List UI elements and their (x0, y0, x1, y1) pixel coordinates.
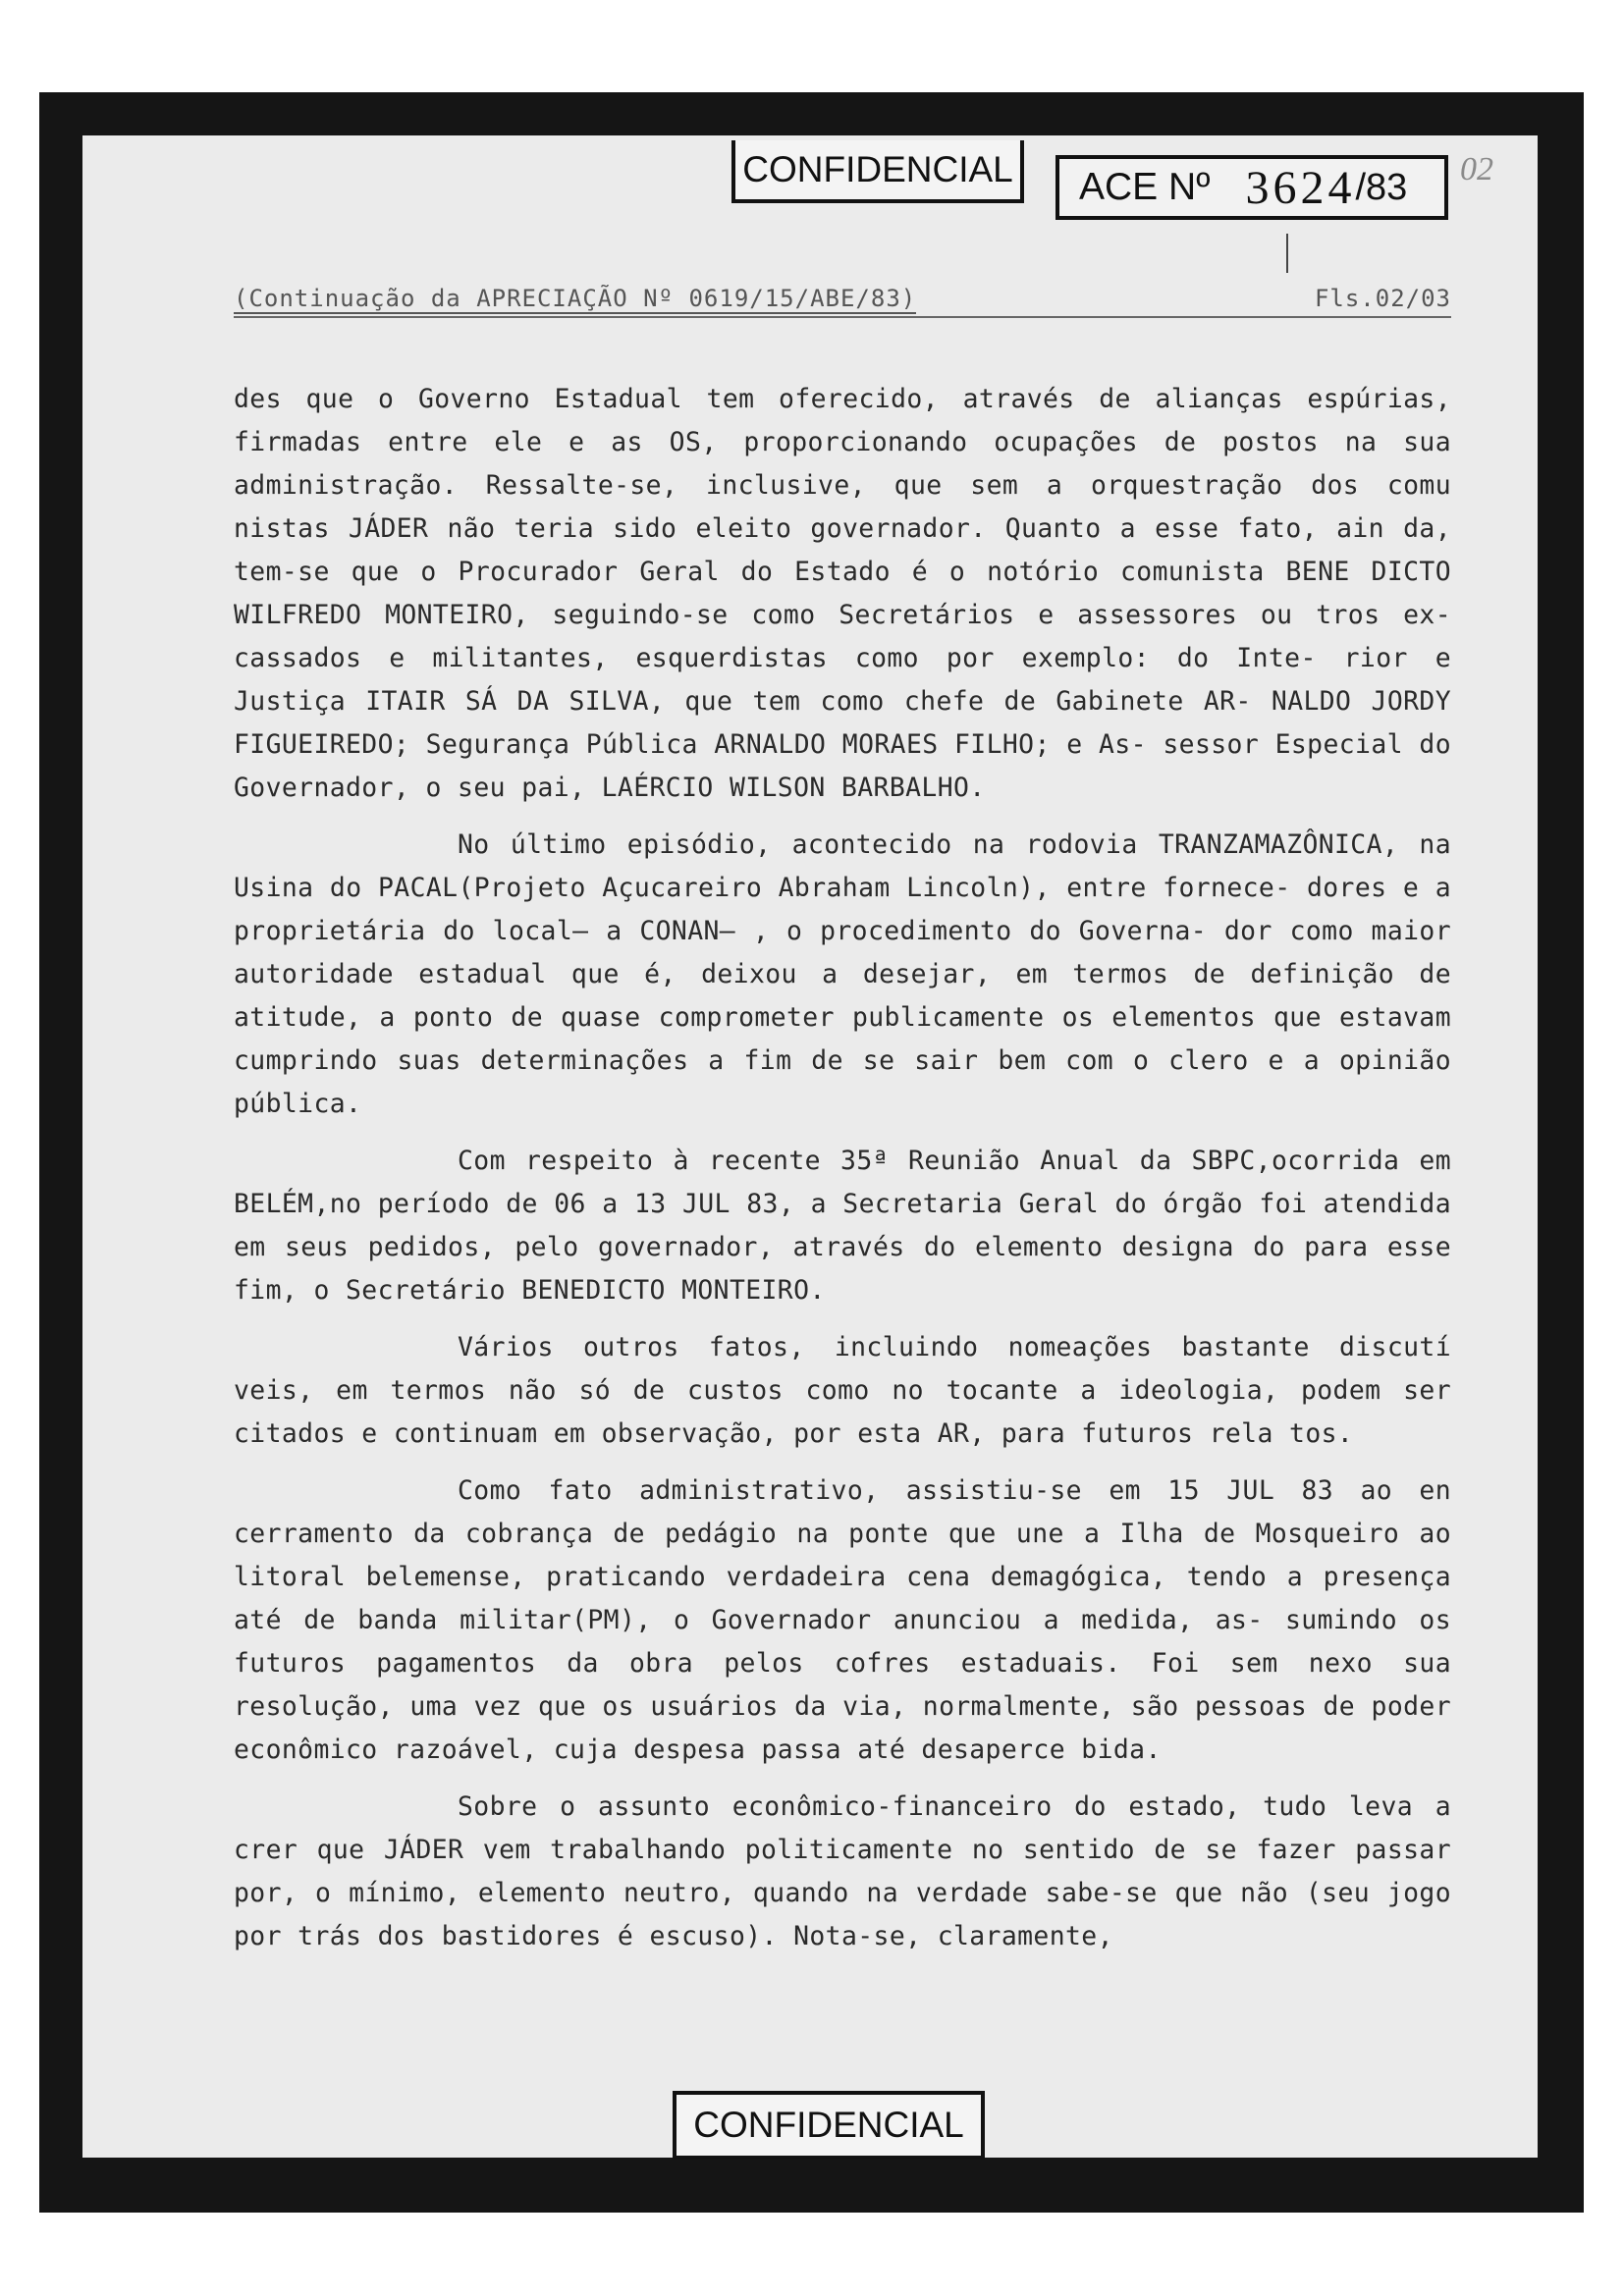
paragraph-4: Vários outros fatos, incluindo nomeações bastante discutí veis, em termos não só de custos como no tocante a ideologia, podem ser citados e continuam em observação, por esta AR, para futuros rela tos. (234, 1332, 1451, 1449)
continuation-reference: (Continuação da APRECIAÇÃO Nº 0619/15/ABE/83) (234, 285, 917, 312)
folio-number: Fls.02/03 (1314, 285, 1451, 312)
ace-year: /83 (1355, 166, 1408, 208)
paragraph-6: Sobre o assunto econômico-financeiro do estado, tudo leva a crer que JÁDER vem trabalhando politicamente no sentido de se fazer passar por, o mínimo, elemento neutro, quando na verdade sabe-se que não (seu jogo por trás dos bastidores é escuso). Nota-se, claramente, (234, 1791, 1451, 1951)
handwritten-page-mark: 02 (1460, 151, 1493, 187)
header-divider (234, 316, 1451, 318)
confidential-stamp-bottom: CONFIDENCIAL (673, 2091, 985, 2160)
ace-number-box (1056, 155, 1448, 220)
ace-number: 3624 (1245, 161, 1356, 214)
paragraph-5: Como fato administrativo, assistiu-se em 15 JUL 83 ao en cerramento da cobrança de pedágio na ponte que une a Ilha de Mosqueiro ao litoral belemense, praticando verdadeira cena demagógica, tendo a presença até de banda militar(PM), o Governador anunciou a medida, as- sumindo os futuros pagamentos da obra pelos cofres estaduais. Foi sem nexo sua resolução, uma vez que os usuários da via, normalmente, são pessoas de poder econômico razoável, cuja despesa passa até desaperce bida. (234, 1475, 1451, 1765)
ink-mark (1286, 234, 1288, 273)
paragraph-3: Com respeito à recente 35ª Reunião Anual da SBPC,ocorrida em BELÉM,no período de 06 a 13 JUL 83, a Secretaria Geral do órgão foi atendida em seus pedidos, pelo governador, através do elemento designa do para esse fim, o Secretário BENEDICTO MONTEIRO. (234, 1146, 1451, 1306)
paragraph-2: No último episódio, acontecido na rodovia TRANZAMAZÔNICA, na Usina do PACAL(Projeto Açucareiro Abraham Lincoln), entre fornece- dores e a proprietária do local— a CONAN— , o procedimento do Governa- dor como maior autoridade estadual que é, deixou a desejar, em termos de definição de atitude, a ponto de quase comprometer publicamente os elementos que estavam cumprindo suas determinações a fim de se sair bem com o clero e a opinião pública. (234, 829, 1451, 1119)
document-body (234, 378, 1451, 1972)
document-header (234, 285, 1451, 314)
confidential-stamp-top: CONFIDENCIAL (731, 140, 1024, 203)
paragraph-1: des que o Governo Estadual tem oferecido, através de alianças espúrias, firmadas entre ele e as OS, proporcionando ocupações de postos na sua administração. Ressalte-se, inclusive, que sem a orquestração dos comu nistas JÁDER não teria sido eleito governador. Quanto a esse fato, ain da, tem-se que o Procurador Geral do Estado é o notório comunista BENE DICTO WILFREDO MONTEIRO, seguindo-se como Secretários e assessores ou tros ex-cassados e militantes, esquerdistas como por exemplo: do Inte- rior e Justiça ITAIR SÁ DA SILVA, que tem como chefe de Gabinete AR- NALDO JORDY FIGUEIREDO; Segurança Pública ARNALDO MORAES FILHO; e As- sessor Especial do Governador, o seu pai, LAÉRCIO WILSON BARBALHO. (234, 384, 1451, 803)
ace-label: ACE Nº (1079, 166, 1211, 208)
